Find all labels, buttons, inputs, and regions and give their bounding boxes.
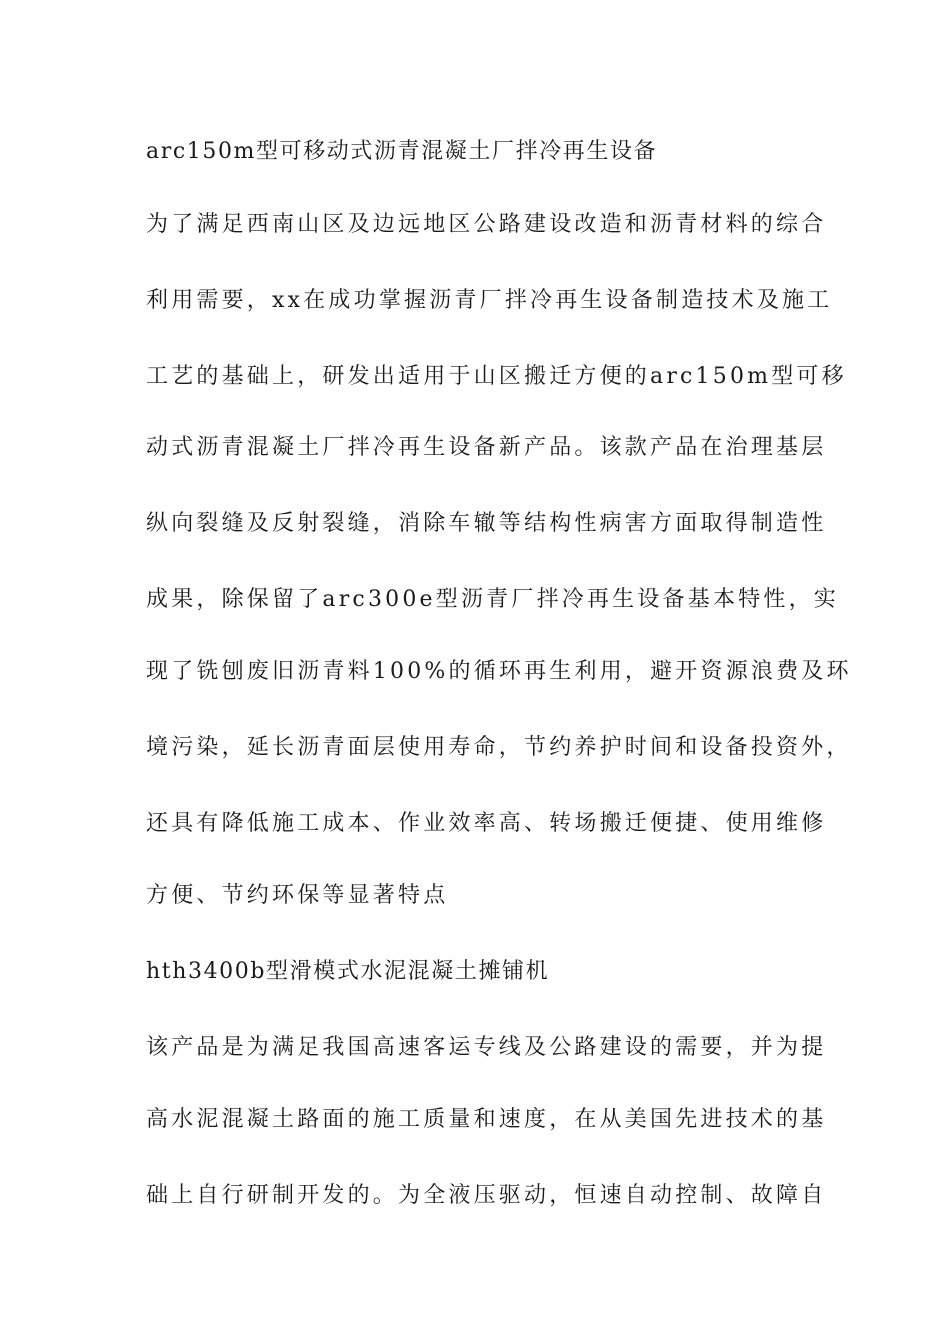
section-1-line-4: 动式沥青混凝土厂拌冷再生设备新产品。该款产品在治理基层 [146, 435, 827, 460]
section-2-line-3: 础上自行研制开发的。为全液压驱动，恒速自动控制、故障自 [146, 1183, 827, 1208]
section-1-line-3: 工艺的基础上，研发出适用于山区搬迁方便的arc150m型可移 [146, 364, 847, 389]
section-2-heading: hth3400b型滑模式水泥混凝土摊铺机 [146, 959, 550, 984]
section-1-line-1: 为了满足西南山区及边远地区公路建设改造和沥青材料的综合 [146, 212, 827, 237]
section-1-line-9: 还具有降低施工成本、作业效率高、转场搬迁便捷、使用维修 [146, 811, 827, 836]
section-1-line-2: 利用需要，xx在成功掌握沥青厂拌冷再生设备制造技术及施工 [146, 288, 833, 313]
section-1-heading: arc150m型可移动式沥青混凝土厂拌冷再生设备 [146, 139, 658, 164]
section-2-line-2: 高水泥混凝土路面的施工质量和速度，在从美国先进技术的基 [146, 1107, 827, 1132]
section-1-line-5: 纵向裂缝及反射裂缝，消除车辙等结构性病害方面取得制造性 [146, 511, 827, 536]
section-1-line-7: 现了铣刨废旧沥青料100%的循环再生利用，避开资源浪费及环 [146, 659, 852, 684]
section-1-line-8: 境污染，延长沥青面层使用寿命，节约养护时间和设备投资外， [146, 735, 852, 760]
section-1-line-6: 成果，除保留了arc300e型沥青厂拌冷再生设备基本特性，实 [146, 587, 839, 612]
section-1-line-10: 方便、节约环保等显著特点 [146, 883, 449, 908]
section-2-line-1: 该产品是为满足我国高速客运专线及公路建设的需要，并为提 [146, 1035, 827, 1060]
